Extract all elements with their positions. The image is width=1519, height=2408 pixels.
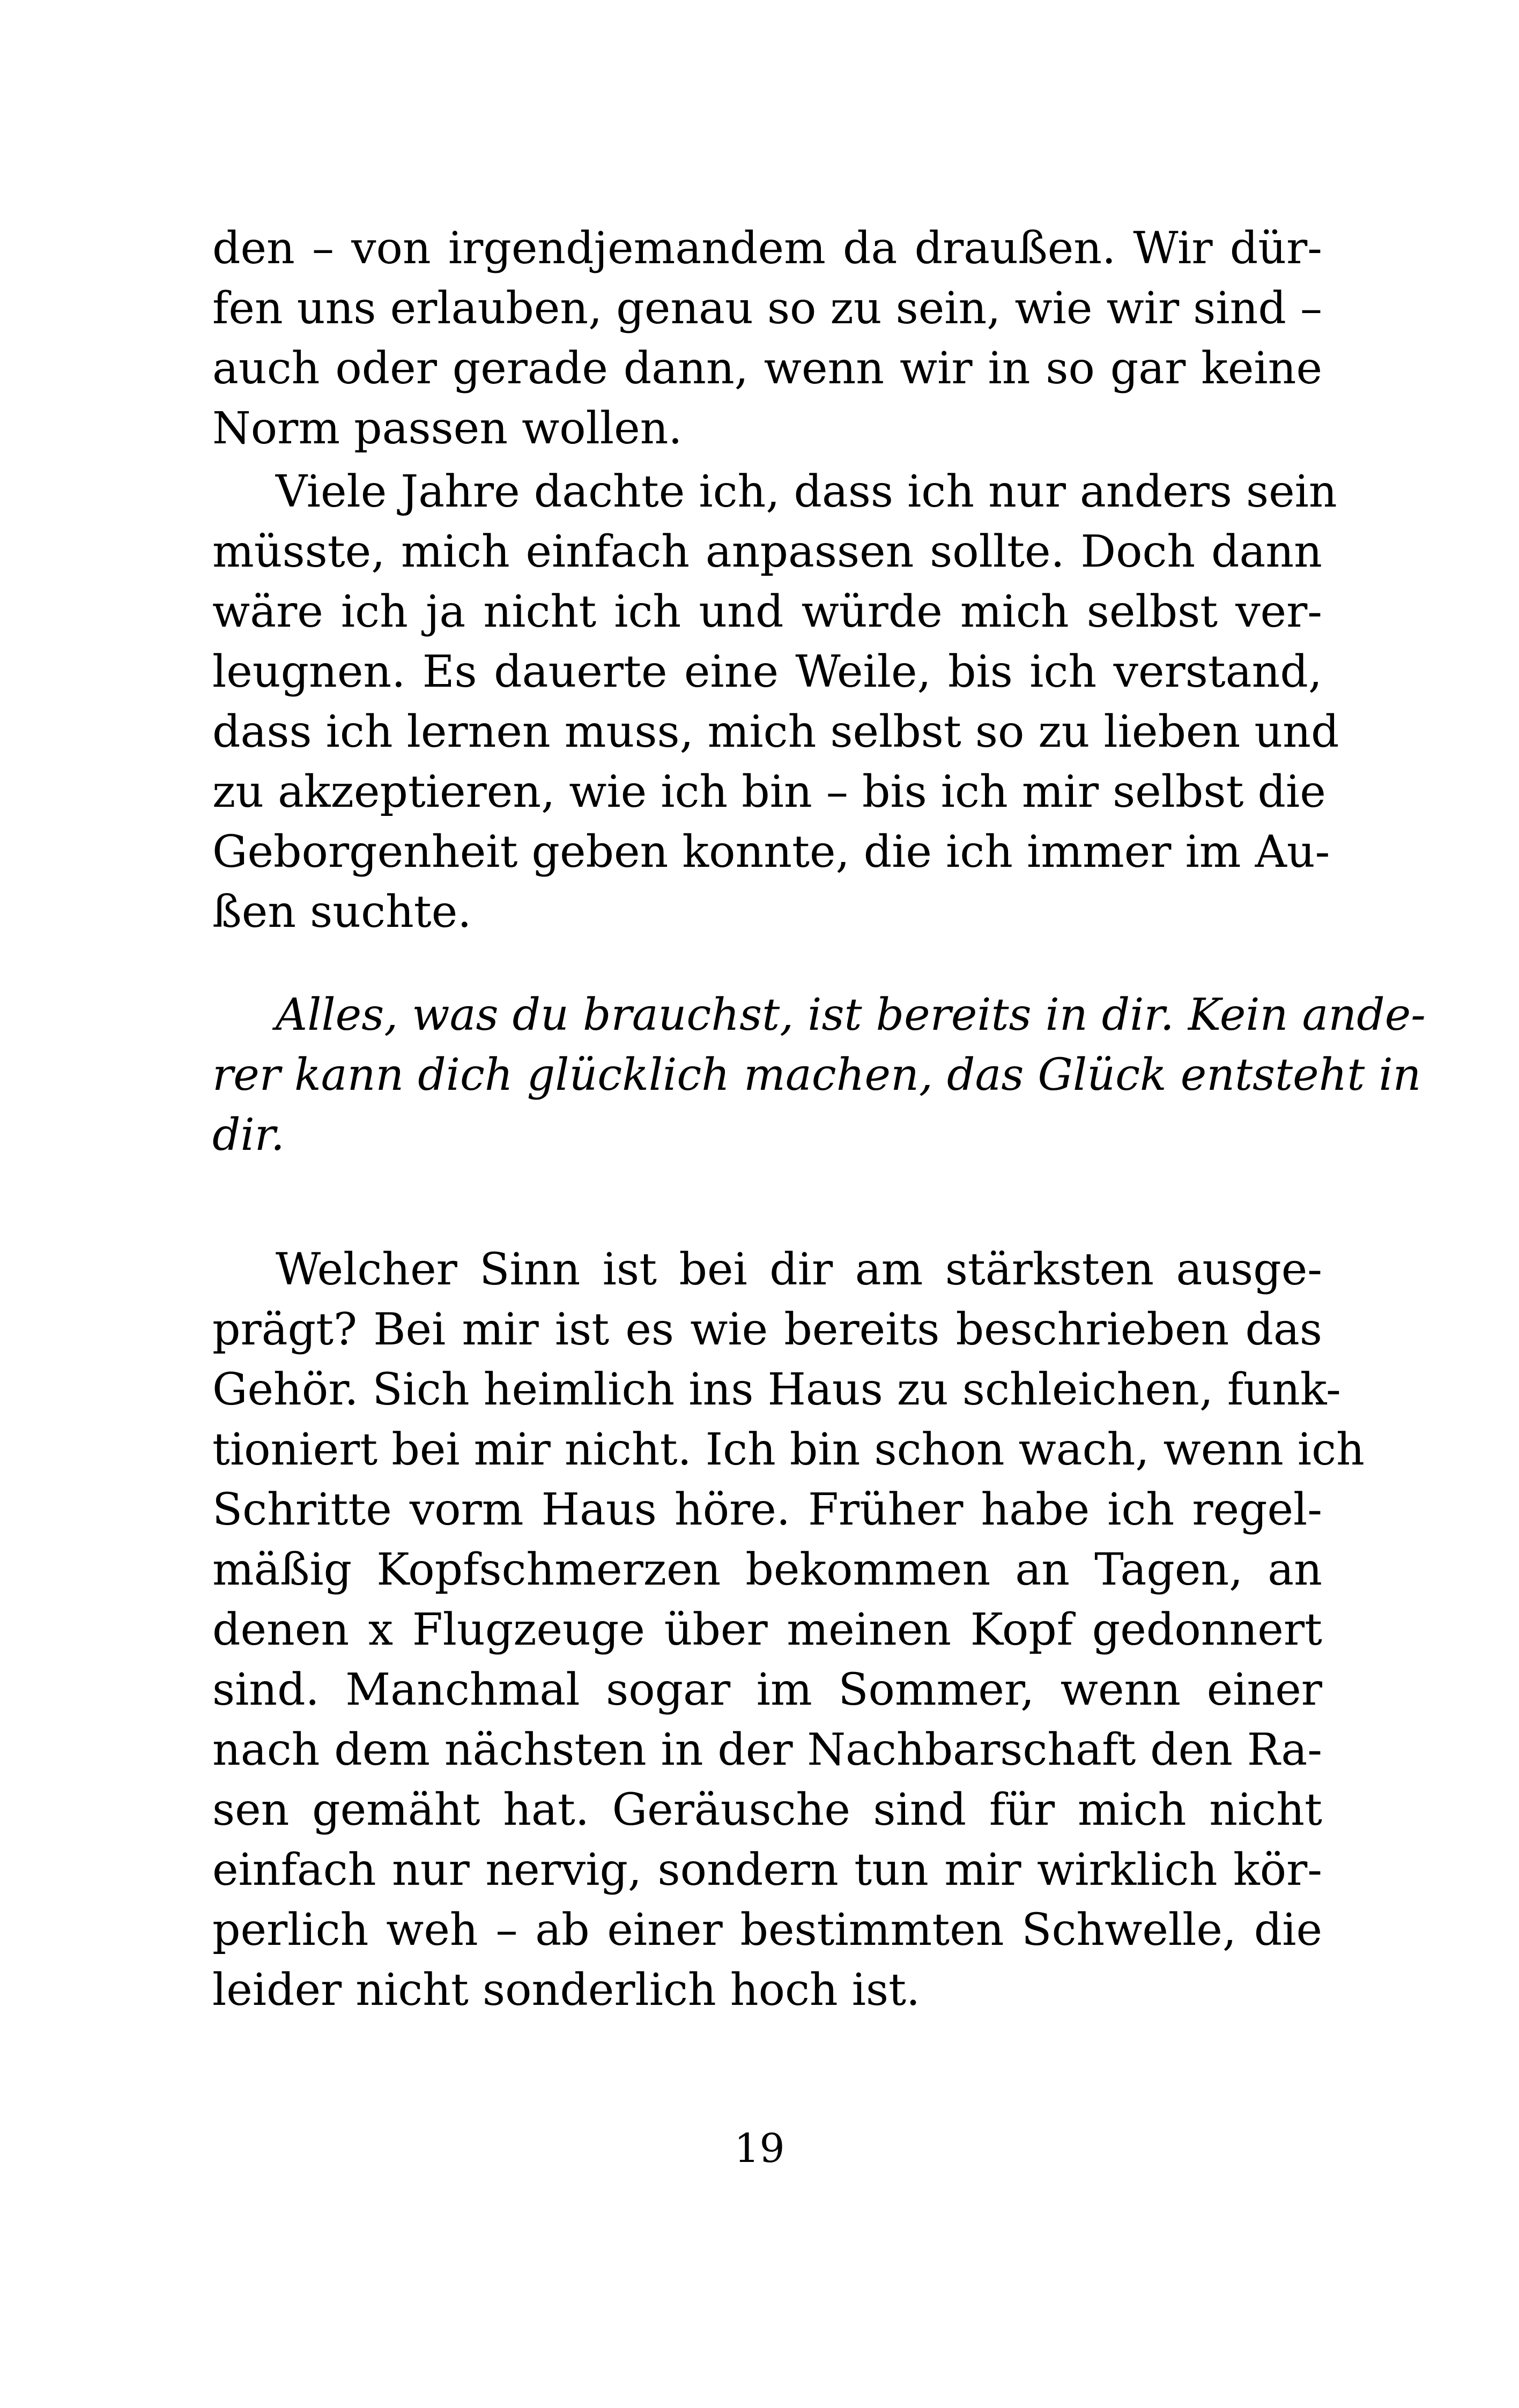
- text-line: müsste, mich einfach anpassen sollte. Doch dann: [212, 526, 1322, 577]
- text-line: sind. Manchmal sogar im Sommer, wenn einer: [212, 1664, 1322, 1715]
- text-line: leugnen. Es dauerte eine Weile, bis ich verstand,: [212, 646, 1322, 697]
- text-line: tioniert bei mir nicht. Ich bin schon wach, wenn ich: [212, 1424, 1365, 1475]
- text-line: den – von irgendjemandem da draußen. Wir dür-: [212, 223, 1322, 274]
- text-line: Norm passen wollen.: [212, 403, 683, 454]
- text-line: sen gemäht hat. Geräusche sind für mich nicht: [212, 1785, 1322, 1835]
- paragraph-senses: [212, 1240, 1365, 2020]
- page-number: 19: [734, 2125, 785, 2172]
- quote-line: Alles, was du brauchst, ist bereits in dir. Kein ande-: [276, 990, 1426, 1041]
- quote-line: rer kann dich glücklich machen, das Glück entsteht in: [212, 1050, 1421, 1101]
- text-line: einfach nur nervig, sondern tun mir wirklich kör-: [212, 1845, 1322, 1896]
- text-line: zu akzeptieren, wie ich bin – bis ich mir selbst die: [212, 767, 1326, 817]
- text-line: leider nicht sonderlich hoch ist.: [212, 1965, 921, 2016]
- paragraph-continuation: [212, 219, 1322, 459]
- text-line: Schritte vorm Haus höre. Früher habe ich regel-: [212, 1484, 1322, 1535]
- text-line: wäre ich ja nicht ich und würde mich selbst ver-: [212, 586, 1322, 637]
- text-line: fen uns erlauben, genau so zu sein, wie wir sind –: [212, 283, 1322, 334]
- text-line: nach dem nächsten in der Nachbarschaft den Ra-: [212, 1725, 1322, 1775]
- italic-quote: [212, 985, 1426, 1165]
- text-line: denen x Flugzeuge über meinen Kopf gedonnert: [212, 1604, 1322, 1655]
- text-line: perlich weh – ab einer bestimmten Schwelle, die: [212, 1905, 1322, 1956]
- paragraph-self-acceptance: [212, 462, 1339, 942]
- text-line: dass ich lernen muss, mich selbst so zu lieben und: [212, 707, 1339, 757]
- text-line: Viele Jahre dachte ich, dass ich nur anders sein: [276, 466, 1337, 517]
- text-line: Welcher Sinn ist bei dir am stärksten ausge-: [276, 1244, 1322, 1295]
- quote-line: dir.: [212, 1110, 285, 1161]
- text-line: ßen suchte.: [212, 887, 472, 938]
- text-line: Gehör. Sich heimlich ins Haus zu schleichen, funk-: [212, 1364, 1341, 1415]
- text-line: mäßig Kopfschmerzen bekommen an Tagen, an: [212, 1544, 1322, 1595]
- text-line: auch oder gerade dann, wenn wir in so gar keine: [212, 343, 1322, 394]
- text-line: prägt? Bei mir ist es wie bereits beschrieben das: [212, 1304, 1322, 1355]
- text-line: Geborgenheit geben konnte, die ich immer im Au-: [212, 827, 1330, 878]
